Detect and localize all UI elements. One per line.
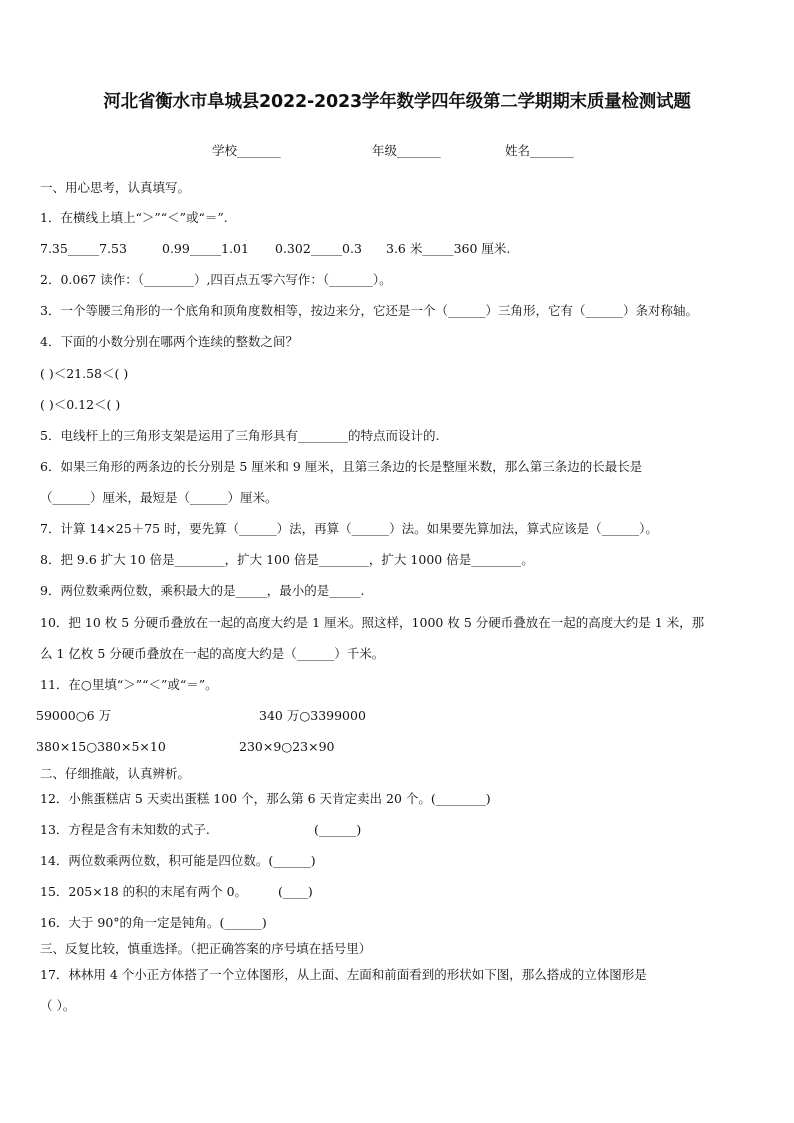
- question-12: 12．小熊蛋糕店 5 天卖出蛋糕 100 个，那么第 6 天肯定卖出 20 个。(________): [40, 791, 491, 806]
- question-8: 8．把 9.6 扩大 10 倍是________，扩大 100 倍是________，扩大 1000 倍是________。: [40, 552, 534, 567]
- question-14: 14．两位数乘两位数，积可能是四位数。(______): [40, 853, 316, 868]
- question-16: 16．大于 90°的角一定是钝角。(______): [40, 915, 267, 930]
- question-7: 7．计算 14×25＋75 时，要先算（______）法，再算（______）法。如果要先算加法，算式应该是（______）。: [40, 521, 658, 536]
- question-4-part-b: ( )＜0.12＜( ): [40, 397, 121, 412]
- question-1-items: [0, 241, 794, 257]
- question-15-blank: (____): [278, 884, 313, 899]
- question-2: 2．0.067 读作：（________）,四百点五零六写作：（_______）。: [40, 272, 392, 287]
- question-10-line-2: 么 1 亿枚 5 分硬币叠放在一起的高度大约是（______）千米。: [40, 646, 385, 661]
- question-17-line-1: 17．林林用 4 个小正方体搭了一个立体图形，从上面、左面和前面看到的形状如下图，那么搭成的立体图形是: [40, 967, 647, 982]
- question-3: 3．一个等腰三角形的一个底角和顶角度数相等，按边来分，它还是一个（______）三角形，它有（______）条对称轴。: [40, 303, 698, 318]
- question-1-item-2: 0.99_____1.01: [162, 241, 249, 256]
- school-field[interactable]: 学校_______: [212, 143, 281, 158]
- section-3-heading: 三、反复比较，慎重选择。（把正确答案的序号填在括号里）: [40, 941, 372, 956]
- page-title: 河北省衡水市阜城县2022-2023学年数学四年级第二学期期末质量检测试题: [103, 92, 691, 112]
- question-13-blank: (______): [314, 822, 362, 837]
- question-15-text: 15．205×18 的积的末尾有两个 0。: [40, 884, 248, 899]
- question-6-line-2: （______）厘米，最短是（______）厘米。: [40, 490, 278, 505]
- question-6-line-1: 6．如果三角形的两条边的长分别是 5 厘米和 9 厘米，且第三条边的长是整厘米数，那么第三条边的长最长是: [40, 459, 643, 474]
- question-4-part-a: ( )＜21.58＜( ): [40, 366, 129, 381]
- section-1-heading: 一、用心思考，认真填写。: [40, 180, 191, 195]
- question-1-item-3: 0.302_____0.3: [275, 241, 362, 256]
- question-11-item-c: 380×15○380×5×10: [36, 739, 166, 754]
- question-13-text: 13．方程是含有未知数的式子.: [40, 822, 210, 837]
- question-9: 9．两位数乘两位数，乘积最大的是_____，最小的是_____.: [40, 583, 365, 598]
- name-field[interactable]: 姓名_______: [505, 143, 574, 158]
- question-5: 5．电线杆上的三角形支架是运用了三角形具有________的特点而设计的.: [40, 428, 440, 443]
- question-1-item-1: 7.35_____7.53: [40, 241, 127, 256]
- question-11-item-b: 340 万○3399000: [259, 708, 366, 723]
- question-11-stem: 11．在○里填“＞”“＜”或“＝”。: [40, 677, 218, 692]
- question-1-stem: 1．在横线上填上“＞”“＜”或“＝”.: [40, 210, 228, 225]
- grade-field[interactable]: 年级_______: [372, 143, 441, 158]
- question-17-line-2: （ ）。: [40, 998, 76, 1013]
- question-4-stem: 4．下面的小数分别在哪两个连续的整数之间？: [40, 334, 298, 349]
- question-11-item-a: 59000○6 万: [36, 708, 112, 723]
- question-11-item-d: 230×9○23×90: [239, 739, 335, 754]
- section-2-heading: 二、仔细推敲，认真辨析。: [40, 766, 191, 781]
- question-10-line-1: 10．把 10 枚 5 分硬币叠放在一起的高度大约是 1 厘米。照这样，1000 枚 5 分硬币叠放在一起的高度大约是 1 米，那: [40, 615, 705, 630]
- question-1-item-4: 3.6 米_____360 厘米.: [386, 241, 511, 256]
